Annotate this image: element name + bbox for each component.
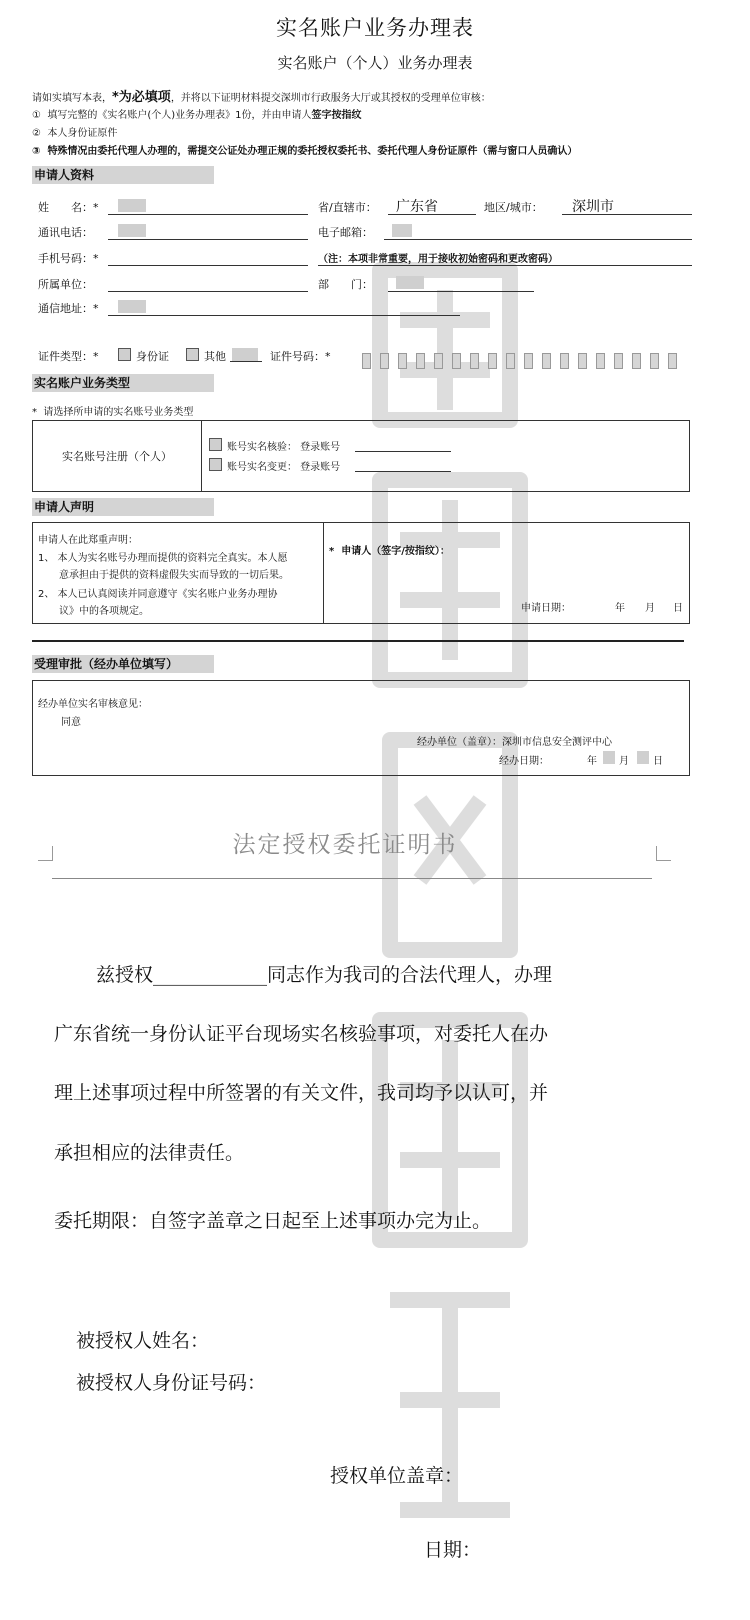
idnum-cell[interactable]: [542, 353, 551, 369]
phone-label: 通讯电话：: [38, 226, 93, 239]
city-label: 地区/城市：: [484, 201, 543, 214]
apply-date-label: 申请日期：: [521, 603, 571, 614]
address-field[interactable]: [108, 315, 460, 316]
change-account-field[interactable]: [355, 471, 451, 472]
idnum-label: 证件号码：*: [270, 350, 331, 363]
idnum-cell[interactable]: [362, 353, 371, 369]
city-value: 深圳市: [572, 199, 614, 215]
approval-month-redaction: [603, 751, 615, 764]
form-subtitle: 实名账户（个人）业务办理表: [277, 54, 473, 72]
idnum-cell[interactable]: [488, 353, 497, 369]
address-label: 通信地址：*: [38, 302, 99, 315]
idnum-cell[interactable]: [416, 353, 425, 369]
province-value: 广东省: [396, 199, 438, 215]
certificate-rule: [52, 878, 652, 879]
mobile-label: 手机号码：*: [38, 252, 99, 265]
approval-date-label: 经办日期：: [499, 756, 549, 767]
idtype-idcard-checkbox[interactable]: [118, 348, 131, 361]
declaration-item2-line1: 2、 本人已认真阅读并同意遵守《实名账户业务办理协: [38, 589, 278, 600]
form-intro: 请如实填写本表，*为必填项，并将以下证明材料提交深圳市行政服务大厅或其授权的受理单位审核：: [32, 90, 491, 105]
idnum-cell[interactable]: [560, 353, 569, 369]
mobile-note: （注：本项非常重要，用于接收初始密码和更改密码）: [318, 254, 558, 265]
org-field[interactable]: [108, 291, 308, 292]
approval-table: [32, 680, 690, 776]
dept-redaction: [396, 276, 424, 289]
approval-date-day: 日: [653, 756, 663, 767]
address-redaction: [118, 300, 146, 313]
idnum-cell[interactable]: [452, 353, 461, 369]
declaration-item1-line2: 意承担由于提供的资料虚假失实而导致的一切后果。: [59, 570, 289, 581]
idnum-cell[interactable]: [434, 353, 443, 369]
city-field[interactable]: [562, 214, 692, 215]
letter-para1-line4: 承担相应的法律责任。: [54, 1142, 245, 1164]
name-redaction: [118, 199, 146, 212]
business-note: * 请选择所申请的实名账号业务类型: [32, 407, 194, 418]
dept-field[interactable]: [388, 291, 534, 292]
grantee-name-label: 被授权人姓名：: [76, 1330, 210, 1352]
verify-label: 账号实名核验： 登录账号: [227, 442, 341, 453]
apply-date-day: 日: [673, 603, 683, 614]
letter-para1-line1: 兹授权____________同志作为我司的合法代理人，办理: [96, 964, 553, 986]
name-label: 姓 名：*: [38, 201, 99, 214]
org-label: 所属单位：: [38, 278, 93, 291]
requirement-3: ③ 特殊情况由委托代理人办理的，需提交公证处办理正规的委托授权委托书、委托代理人身份证原件（需与窗口人员确认）: [32, 146, 578, 157]
idtype-other-redaction: [232, 348, 258, 361]
name-field[interactable]: [108, 214, 308, 215]
email-redaction: [392, 224, 412, 237]
section-business-type: 实名账户业务类型: [32, 374, 214, 392]
idtype-label: 证件类型：*: [38, 350, 99, 363]
idtype-other-label: 其他: [204, 350, 226, 363]
signature-label: * 申请人（签字/按指纹）：: [329, 546, 450, 557]
idnum-cell[interactable]: [470, 353, 479, 369]
change-checkbox[interactable]: [209, 458, 222, 471]
business-type-table: [32, 420, 690, 492]
approval-date-month: 月: [619, 756, 629, 767]
approval-opinion-value: 同意: [61, 717, 81, 728]
section-applicant: 申请人资料: [32, 166, 214, 184]
letter-para1-line2: 广东省统一身份认证平台现场实名核验事项，对委托人在办: [54, 1023, 549, 1045]
letter-date-label: 日期：: [424, 1539, 482, 1561]
declaration-divider: [323, 523, 324, 623]
approval-unit-label: 经办单位（盖章）：深圳市信息安全测评中心: [417, 737, 612, 748]
phone-field[interactable]: [108, 239, 308, 240]
change-label: 账号实名变更： 登录账号: [227, 462, 341, 473]
certificate-title: 法定授权委托证明书: [232, 832, 458, 858]
mobile-note-rule: [318, 265, 692, 266]
declaration-table: [32, 522, 690, 624]
idnum-cell[interactable]: [632, 353, 641, 369]
dept-label: 部 门：: [318, 278, 373, 291]
province-field[interactable]: [388, 214, 476, 215]
email-label: 电子邮箱：: [318, 226, 373, 239]
verify-checkbox[interactable]: [209, 438, 222, 451]
idnum-cell[interactable]: [650, 353, 659, 369]
province-label: 省/直辖市：: [318, 201, 377, 214]
approval-date-year: 年: [587, 756, 597, 767]
declaration-item1-line1: 1、 本人为实名账号办理而提供的资料完全真实。本人愿: [38, 553, 288, 564]
idnum-cell[interactable]: [506, 353, 515, 369]
idnum-cell[interactable]: [596, 353, 605, 369]
idtype-other-checkbox[interactable]: [186, 348, 199, 361]
idnum-cell[interactable]: [668, 353, 677, 369]
letter-para1-line3: 理上述事项过程中所签署的有关文件，我司均予以认可，并: [54, 1082, 549, 1104]
register-label: 实名账号注册（个人）: [62, 450, 172, 463]
idnum-cell[interactable]: [524, 353, 533, 369]
mobile-field[interactable]: [108, 265, 308, 266]
idnum-cell[interactable]: [380, 353, 389, 369]
idnum-cell[interactable]: [578, 353, 587, 369]
requirement-2: ② 本人身份证原件: [32, 128, 118, 139]
idnum-cell[interactable]: [614, 353, 623, 369]
approval-opinion-label: 经办单位实名审核意见：: [38, 699, 148, 710]
declaration-heading: 申请人在此郑重声明：: [38, 535, 138, 546]
section-rule: [32, 640, 684, 642]
idtype-idcard-label: 身份证: [136, 350, 169, 363]
seal-label: 授权单位盖章：: [330, 1465, 464, 1487]
approval-day-redaction: [637, 751, 649, 764]
apply-date-month: 月: [645, 603, 655, 614]
business-divider: [201, 421, 202, 491]
letter-para2: 委托期限：自签字盖章之日起至上述事项办完为止。: [54, 1210, 492, 1232]
email-field[interactable]: [384, 239, 692, 240]
requirement-1: ① 填写完整的《实名账户(个人)业务办理表》1份，并由申请人签字按指纹: [32, 110, 362, 121]
idnum-cell[interactable]: [398, 353, 407, 369]
grantee-id-label: 被授权人身份证号码：: [76, 1372, 267, 1394]
verify-account-field[interactable]: [355, 451, 451, 452]
section-approval: 受理审批（经办单位填写）: [32, 655, 214, 673]
declaration-item2-line2: 议》中的各项规定。: [59, 606, 149, 617]
idtype-other-field[interactable]: [230, 361, 262, 362]
section-declaration: 申请人声明: [32, 498, 214, 516]
apply-date-year: 年: [615, 603, 625, 614]
form-title: 实名账户业务办理表: [276, 16, 474, 40]
phone-redaction: [118, 224, 146, 237]
